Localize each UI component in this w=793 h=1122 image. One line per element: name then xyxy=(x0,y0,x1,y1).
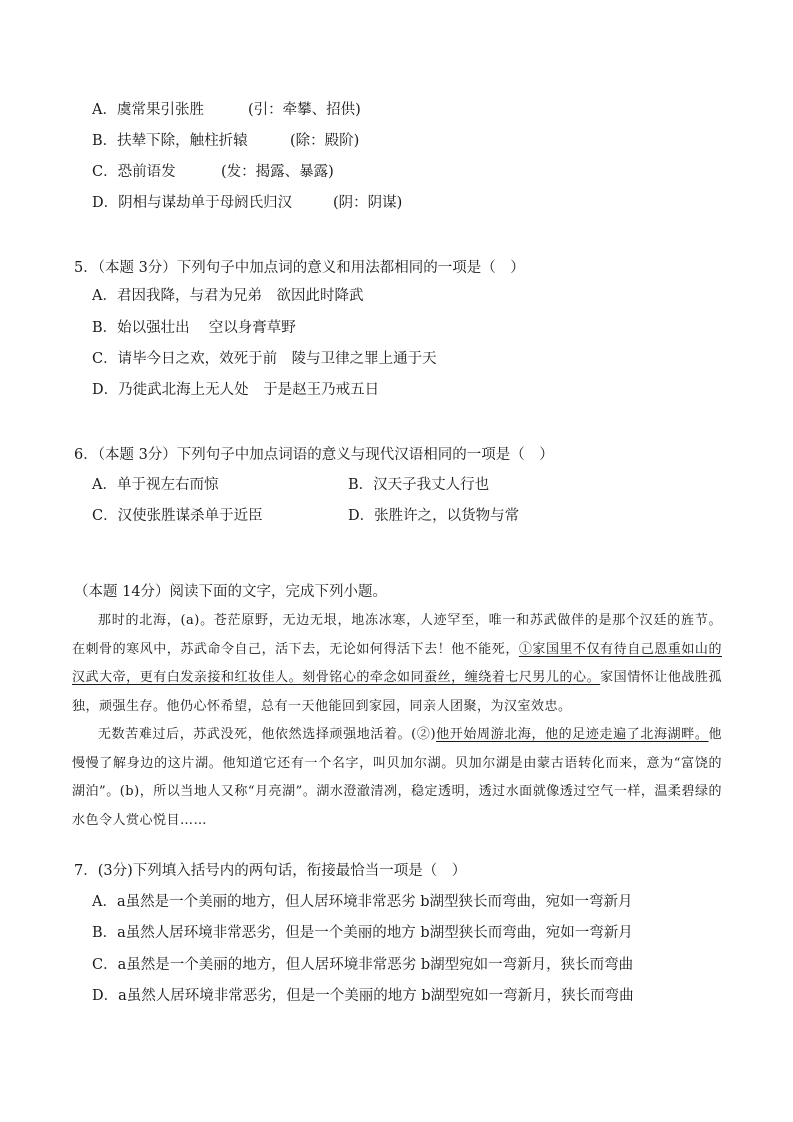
q5-option-c: C．请毕今日之欢，效死于前 陵与卫律之罪上通于天 xyxy=(92,351,437,367)
q4-option-a-gloss: (引：牵攀、招供) xyxy=(248,102,361,118)
q6-option-c: C．汉使张胜谋杀单于近臣 xyxy=(92,508,263,524)
q4-option-c-gloss: (发：揭露、暴露) xyxy=(221,164,334,180)
p1-text-a: 那时的北海，(a)。苍茫原野，无边无垠，地冻冰寒，人迹罕至，唯一和苏武做伴的是那个汉廷的旌节。在刺骨的寒风中，苏武命令自己，活下去，无论如何得活下去！他不能死， xyxy=(72,613,722,657)
p2-underlined-sentence-2: 他开始周游北海，他的足迹走遍了北海湖畔。 xyxy=(436,727,709,742)
reading-intro: （本题 14分）阅读下面的文字，完成下列小题。 xyxy=(74,584,388,600)
q7-stem: 7．(3分)下列填入括号内的两句话，衔接最恰当一项是（ ） xyxy=(74,863,467,879)
q4-option-a: A．虞常果引张胜 xyxy=(92,102,204,118)
p1-text-b: 家国情怀让他战胜孤独，顽强生存。他仍心怀希望，总有一天他能回到家园，同亲人团聚，为汉室效忠。 xyxy=(72,670,722,714)
q4-option-b-gloss: (除：殿阶) xyxy=(290,133,360,149)
q6-stem: 6．（本题 3分）下列句子中加点词语的意义与现代汉语相同的一项是（ ） xyxy=(74,447,554,463)
q5-option-d: D．乃徙武北海上无人处 于是赵王乃戒五日 xyxy=(92,382,380,398)
p2-text-a: 无数苦难过后，苏武没死，他依然选择顽强地活着。(②) xyxy=(98,727,437,742)
p1-underlined-sentence-1: ①家国里不仅有待自己恩重如山的汉武大帝，更有白发亲接和红妆佳人。刻骨铭心的牵念如同蚕丝，缠绕着七尺男儿的心。 xyxy=(72,641,722,685)
q5-option-b: B．始以强壮出 空以身膏草野 xyxy=(92,320,296,336)
q4-option-d-gloss: (阴：阴谋) xyxy=(333,195,403,211)
q4-option-d: D．阴相与谋劫单于母阏氏归汉 xyxy=(92,195,293,211)
q4-option-b: B．扶辇下除，触柱折辕 xyxy=(92,133,248,149)
p2-text-b: 他慢慢了解身边的这片湖。他知道它还有一个名字，叫贝加尔湖。贝加尔湖是由蒙古语转化而来，意为“富饶的湖泊”。(b)，所以当地人又称“月亮湖”。湖水澄澈清冽，稳定透明，透过水面就像透过空气一样，温柔碧绿的水色令人赏心悦目…… xyxy=(72,727,722,828)
q6-option-d: D．张胜许之，以货物与常 xyxy=(348,508,520,524)
q7-option-d: D．a虽然人居环境非常恶劣，但是一个美丽的地方 b湖型宛如一弯新月，狭长而弯曲 xyxy=(92,988,634,1004)
q7-option-b: B．a虽然人居环境非常恶劣，但是一个美丽的地方 b湖型狭长而弯曲，宛如一弯新月 xyxy=(92,925,633,941)
reading-passage xyxy=(72,607,722,835)
q5-stem: 5．（本题 3分）下列句子中加点词的意义和用法都相同的一项是（ ） xyxy=(74,260,525,276)
q5-option-a: A．君因我降，与君为兄弟 欲因此时降武 xyxy=(92,288,364,304)
passage-paragraph-1 xyxy=(72,607,722,721)
passage-paragraph-2 xyxy=(72,721,722,835)
q6-option-a: A．单于视左右而惊 xyxy=(92,477,219,493)
q6-option-b: B．汉天子我丈人行也 xyxy=(348,477,490,493)
q4-option-c: C．恐前语发 xyxy=(92,164,176,180)
q7-option-c: C．a虽然是一个美丽的地方，但人居环境非常恶劣 b湖型宛如一弯新月，狭长而弯曲 xyxy=(92,957,634,973)
q7-option-a: A．a虽然是一个美丽的地方，但人居环境非常恶劣 b湖型狭长而弯曲，宛如一弯新月 xyxy=(92,894,633,910)
